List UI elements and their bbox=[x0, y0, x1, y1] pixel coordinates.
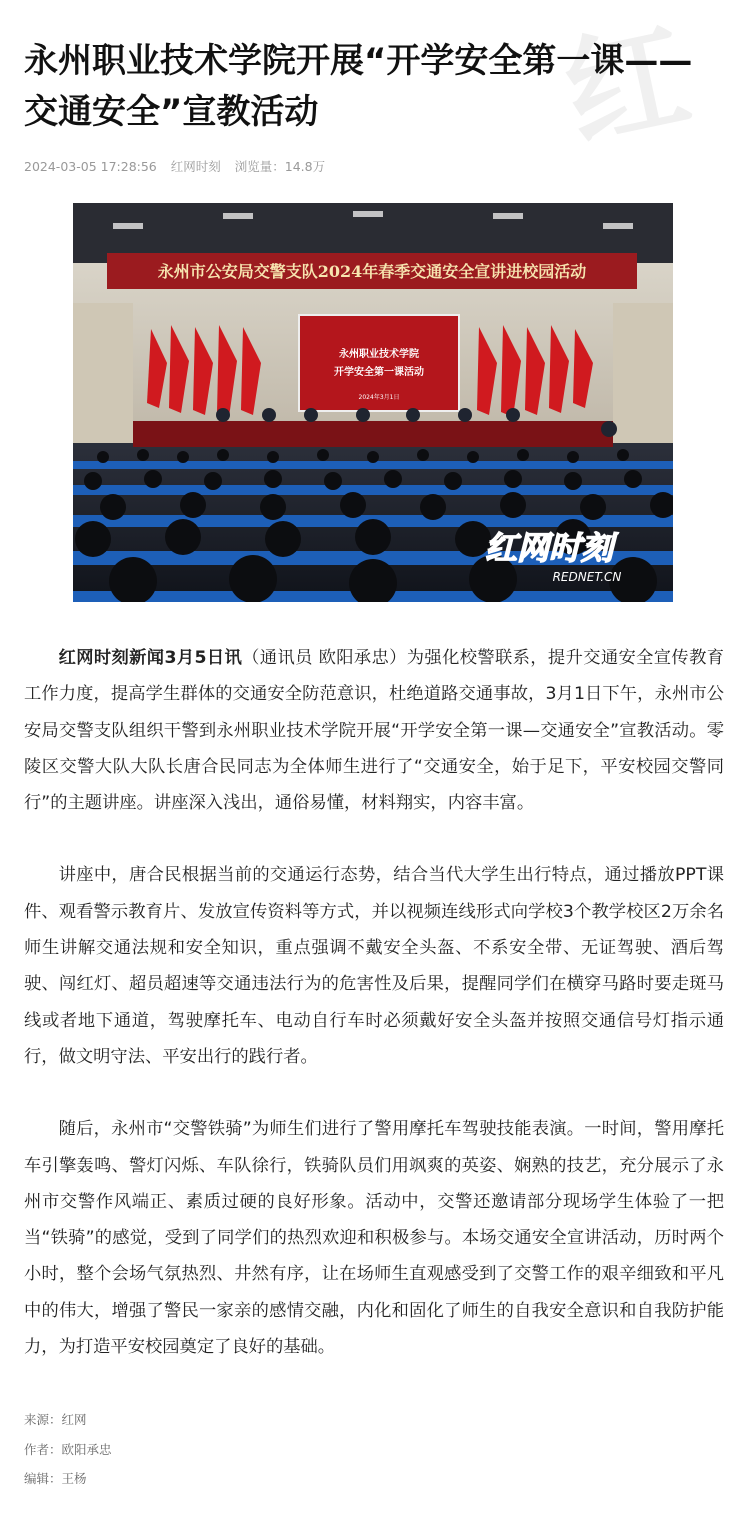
screen-text-2: 开学安全第一课活动 bbox=[334, 367, 424, 378]
paragraph-2: 讲座中，唐合民根据当前的交通运行态势，结合当代大学生出行特点，通过播放PPT课件、观看警示教育片、发放宣传资料等方式，并以视频连线形式向学校3个教学校区2万余名师生讲解交通法规和安全知识，重点强调不戴安全头盔、不系安全带、无证驾驶、酒后驾驶、闯红灯、超员超速等交通违法行为的危害性及后果，提醒同学们在横穿马路时要走斑马线或者地下通道，驾驶摩托车、电动自行车时必须戴好安全头盔并按照交通信号灯指示通行，做文明守法、平安出行的践行者。 bbox=[24, 865, 724, 1067]
article-source[interactable]: 红网时刻 bbox=[170, 159, 221, 174]
banner-text: 永州市公安局交警支队2024年春季交通安全宣讲进校园活动 bbox=[157, 262, 587, 281]
footer-author: 作者：欧阳承忠 bbox=[24, 1441, 112, 1457]
paragraph-3: 随后，永州市“交警铁骑”为师生们进行了警用摩托车驾驶技能表演。一时间，警用摩托车引擎轰鸣、警灯闪烁、车队徐行，铁骑队员们用飒爽的英姿、娴熟的技艺，充分展示了永州市交警作风端正、素质过硬的良好形象。活动中，交警还邀请部分现场学生体验了一把当“铁骑”的感觉，受到了同学们的热烈欢迎和积极参与。本场交通安全宣讲活动，历时两个小时，整个会场气氛热烈、井然有序，让在场师生直观感受到了交警工作的艰辛细致和平凡中的伟大，增强了警民一家亲的感情交融，内化和固化了师生的自我安全意识和自我防护能力，为打造平安校园奠定了良好的基础。 bbox=[24, 1119, 724, 1358]
paragraph-lead: 红网时刻新闻3月5日讯 bbox=[58, 648, 243, 668]
article-meta bbox=[24, 157, 335, 175]
paragraph-text: （通讯员 欧阳承忠）为强化校警联系，提升交通安全宣传教育工作力度，提高学生群体的交通安全防范意识，杜绝道路交通事故，3月1日下午，永州市公安局交警支队组织干警到永州职业技术学院开展“开学安全第一课—交通安全”宣教活动。零陵区交警大队大队长唐合民同志为全体师生进行了“交通安全，始于足下，平安校园交警同行”的主题讲座。讲座深入浅出，通俗易懂，材料翔实，内容丰富。 bbox=[24, 648, 724, 814]
logo-subtext: REDNET.CN bbox=[552, 570, 622, 584]
article-footer bbox=[24, 1410, 112, 1499]
view-count: 浏览量：14.8万 bbox=[234, 159, 326, 174]
footer-source: 来源：红网 bbox=[24, 1412, 87, 1427]
publish-datetime: 2024-03-05 17:28:56 bbox=[24, 159, 157, 174]
logo-text: 红网时刻 bbox=[484, 529, 614, 567]
screen-text-1: 永州职业技术学院 bbox=[339, 349, 419, 360]
watermark: 红 bbox=[553, 6, 701, 168]
article-title: 永州职业技术学院开展“开学安全第一课——交通安全”宣教活动 bbox=[24, 41, 693, 132]
lecture-hall-photo bbox=[73, 203, 673, 602]
footer-editor: 编辑：王杨 bbox=[24, 1471, 87, 1486]
article-body bbox=[24, 640, 724, 1401]
screen-date: 2024年3月1日 bbox=[358, 394, 400, 401]
paragraph-1 bbox=[24, 640, 724, 821]
article-photo bbox=[73, 203, 673, 602]
